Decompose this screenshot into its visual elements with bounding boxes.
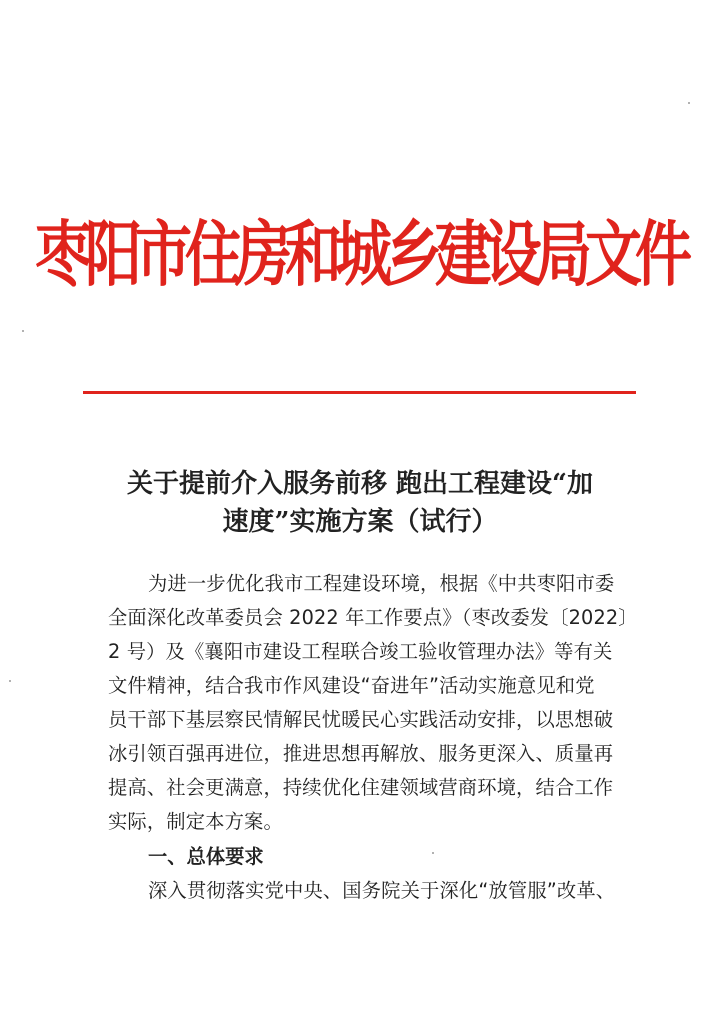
intro-line-1: 为进一步优化我市工程建设环境，根据《中共枣阳市委 [148, 572, 615, 595]
section-heading-general-requirements: 一、总体要求 [148, 845, 264, 868]
intro-line-6: 冰引领百强再进位，推进思想再解放、服务更深入、质量再 [108, 742, 614, 765]
document-title-line-2: 速度”实施方案（试行） [222, 507, 498, 537]
document-title-line-1: 关于提前介入服务前移 跑出工程建设“加 [126, 469, 593, 499]
intro-line-4: 文件精神，结合我市作风建设“奋进年”活动实施意见和党 [108, 674, 595, 697]
scan-speck [9, 680, 11, 682]
red-header-rule [83, 391, 636, 394]
scan-speck [22, 330, 24, 332]
intro-line-2: 全面深化改革委员会 2022 年工作要点》（枣改委发〔2022〕 [108, 606, 638, 629]
issuing-authority-header: 枣阳市住房和城乡建设局文件 [35, 214, 685, 297]
intro-line-8: 实际，制定本方案。 [108, 810, 283, 833]
scan-speck [688, 102, 690, 104]
intro-line-7: 提高、社会更满意，持续优化住建领域营商环境，结合工作 [108, 776, 614, 799]
intro-line-3: 2 号）及《襄阳市建设工程联合竣工验收管理办法》等有关 [108, 640, 613, 663]
scan-speck [432, 852, 434, 854]
section-1-first-line: 深入贯彻落实党中央、国务院关于深化“放管服”改革、 [148, 879, 616, 902]
intro-line-5: 员干部下基层察民情解民忧暖民心实践活动安排，以思想破 [108, 708, 614, 731]
